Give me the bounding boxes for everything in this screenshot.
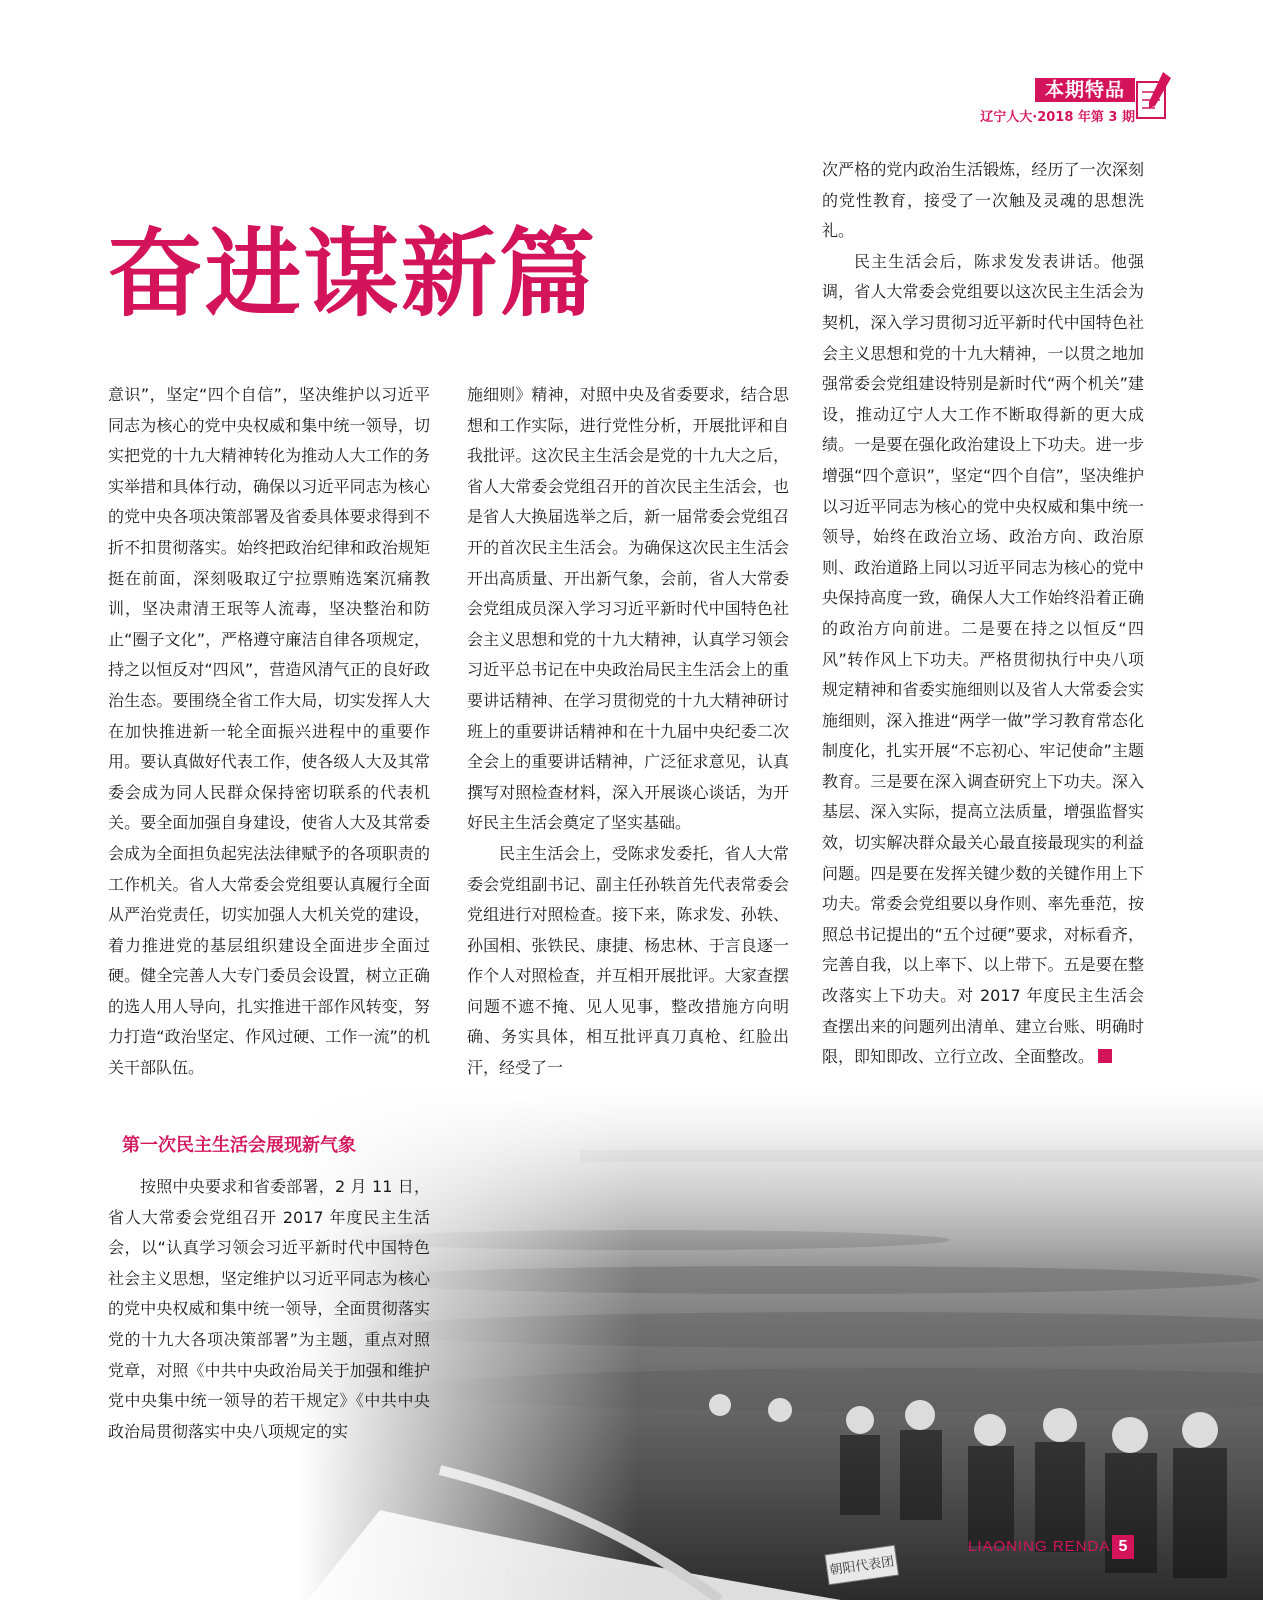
paragraph: 民主生活会上，受陈求发委托，省人大常委会党组副书记、副主任孙轶首先代表常委会党组进行对照检查。接下来，陈求发、孙轶、孙国相、张铁民、康捷、杨忠林、于言良逐一作个人对照检查，并互相开展批评。大家查摆问题不遮不掩、见人见事，整改措施方向明确、务实具体，相互批评真刀真枪、红脸出汗，经受了一 xyxy=(467,843,789,1078)
article-title: 奋进谋新篇 xyxy=(107,218,597,330)
pencil-icon xyxy=(1133,70,1173,124)
paragraph: 意识”，坚定“四个自信”，坚决维护以习近平同志为核心的党中央权威和集中统一领导，切实把党的十九大精神转化为推动人大工作的务实举措和具体行动，确保以习近平同志为核心的党中央各项决策部署及省委具体要求得到不折不扣贯彻落实。始终把政治纪律和政治规矩挺在前面，深刻吸取辽宁拉票贿选案沉痛教训，坚决肃清王珉等人流毒，坚决整治和防止“圈子文化”，严格遵守廉洁自律各项规定，持之以恒反对“四风”，营造风清气正的良好政治生态。要围绕全省工作大局，切实发挥人大在加快推进新一轮全面振兴进程中的重要作用。要认真做好代表工作，使各级人大及其常委会成为同人民群众保持密切联系的代表机关。要全面加强自身建设，使省人大及其常委会成为全面担负起宪法法律赋予的各项职责的工作机关。省人大常委会党组要认真履行全面从严治党责任，切实加强人大机关党的建设，着力推进党的基层组织建设全面进步全面过硬。健全完善人大专门委员会设置，树立正确的选人用人导向，扎实推进干部作风转变，努力打造“政治坚定、作风过硬、工作一流”的机关干部队伍。 xyxy=(108,385,430,1078)
running-header xyxy=(933,78,1163,126)
column-2 xyxy=(467,380,789,1084)
column-1-bottom xyxy=(108,1172,430,1447)
paragraph-text: 民主生活会后，陈求发发表讲话。他强调，省人大常委会党组要以这次民主生活会为契机，深入学习贯彻习近平新时代中国特色社会主义思想和党的十九大精神，一以贯之地加强常委会党组建设特别是新时代“两个机关”建设，推动辽宁人大工作不断取得新的更大成绩。一是要在强化政治建设上下功夫。进一步增强“四个意识”，坚定“四个自信”，坚决维护以习近平同志为核心的党中央权威和集中统一领导，始终在政治立场、政治方向、政治原则、政治道路上同以习近平同志为核心的党中央保持高度一致，确保人大工作始终沿着正确的政治方向前进。二是要在持之以恒反“四风”转作风上下功夫。严格贯彻执行中央八项规定精神和省委实施细则以及省人大常委会实施细则，深入推进“两学一做”学习教育常态化制度化，扎实开展“不忘初心、牢记使命”主题教育。三是要在深入调查研究上下功夫。深入基层、深入实际，提高立法质量，增强监督实效，切实解决群众最关心最直接最现实的利益问题。四是要在发挥关键少数的关键作用上下功夫。常委会党组要以身作则、率先垂范，按照总书记提出的“五个过硬”要求，对标看齐，完善自我，以上率下、以上带下。五是要在整改落实上下功夫。对 2017 年度民主生活会查摆出来的问题列出清单、建立台账、明确时限，即知即改、立行立改、全面整改。 xyxy=(822,251,1144,1067)
paragraph: 施细则》精神，对照中央及省委要求，结合思想和工作实际，进行党性分析，开展批评和自我批评。这次民主生活会是党的十九大之后，省人大常委会党组召开的首次民主生活会，也是省人大换届选举之后，新一届常委会党组召开的首次民主生活会。为确保这次民主生活会开出高质量、开出新气象，会前，省人大常委会党组成员深入学习习近平新时代中国特色社会主义思想和党的十九大精神，认真学习领会习近平总书记在中央政治局民主生活会上的重要讲话精神、在学习贯彻党的十九大精神研讨班上的重要讲话精神和在十九届中央纪委二次全会上的重要讲话精神，广泛征求意见，认真撰写对照检查材料，深入开展谈心谈话，为开好民主生活会奠定了坚实基础。 xyxy=(467,385,789,833)
section-badge: 本期特品 xyxy=(1035,78,1135,102)
paragraph: 次严格的党内政治生活锻炼，经历了一次深刻的党性教育，接受了一次触及灵魂的思想洗礼。 xyxy=(822,160,1144,241)
section-heading: 第一次民主生活会展现新气象 xyxy=(122,1135,356,1156)
assembly-hall-photo xyxy=(300,1090,1263,1600)
paragraph xyxy=(822,247,1144,1073)
column-1-top xyxy=(108,380,430,1084)
end-mark-icon xyxy=(1098,1049,1112,1063)
column-3 xyxy=(822,155,1144,1073)
issue-line: 辽宁人大·2018 年第 3 期 xyxy=(980,110,1135,125)
footer-brand: LIAONING RENDA xyxy=(968,1538,1111,1555)
paragraph: 按照中央要求和省委部署，2 月 11 日，省人大常委会党组召开 2017 年度民主生活会，以“认真学习领会习近平新时代中国特色社会主义思想，坚定维护以习近平同志为核心的党中央权威和集中统一领导，全面贯彻落实党的十九大各项决策部署”为主题，重点对照党章，对照《中共中央政治局关于加强和维护党中央集中统一领导的若干规定》《中共中央政治局贯彻落实中央八项规定的实 xyxy=(108,1177,430,1441)
page-number: 5 xyxy=(1112,1535,1134,1559)
